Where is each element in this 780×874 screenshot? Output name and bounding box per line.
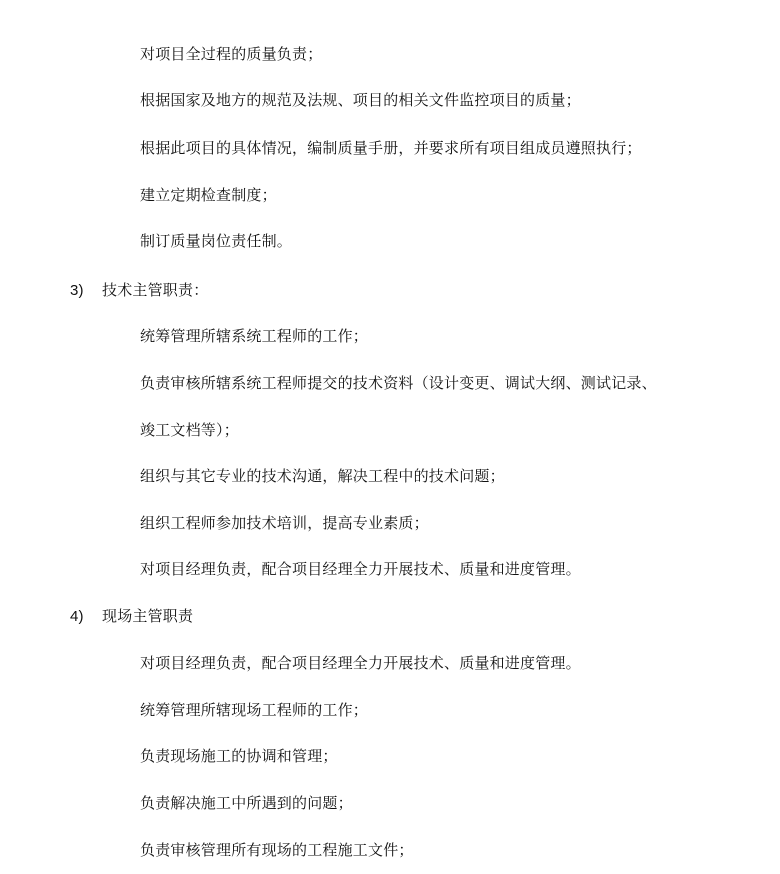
duty-line: 竣工文档等）； [140,421,239,439]
duty-line: 统筹管理所辖现场工程师的工作； [140,701,369,719]
section-4-number: 4) [70,608,84,625]
duty-line: 组织工程师参加技术培训，提高专业素质； [140,514,429,532]
duty-line: 根据国家及地方的规范及法规、项目的相关文件监控项目的质量； [140,91,581,109]
section-3-title: 技术主管职责： [102,281,209,299]
duty-line: 负责解决施工中所遇到的问题； [140,794,353,812]
duty-line: 负责审核所辖系统工程师提交的技术资料（设计变更、调试大纲、测试记录、 [140,374,657,392]
section-3-heading [70,280,208,301]
duty-line: 制订质量岗位责任制。 [140,232,293,250]
duty-line: 根据此项目的具体情况，编制质量手册，并要求所有项目组成员遵照执行； [140,139,642,157]
duty-line: 对项目全过程的质量负责； [140,45,323,63]
duty-line: 建立定期检查制度； [140,186,277,204]
duty-line: 对项目经理负责，配合项目经理全力开展技术、质量和进度管理。 [140,654,581,672]
duty-line: 负责现场施工的协调和管理； [140,747,338,765]
duty-line: 负责审核管理所有现场的工程施工文件； [140,841,414,859]
duty-line: 组织与其它专业的技术沟通，解决工程中的技术问题； [140,467,505,485]
duty-line: 统筹管理所辖系统工程师的工作； [140,327,369,345]
section-4-title: 现场主管职责 [102,607,194,625]
section-3-number: 3) [70,282,84,299]
duty-line: 对项目经理负责，配合项目经理全力开展技术、质量和进度管理。 [140,560,581,578]
section-4-heading [70,606,193,627]
